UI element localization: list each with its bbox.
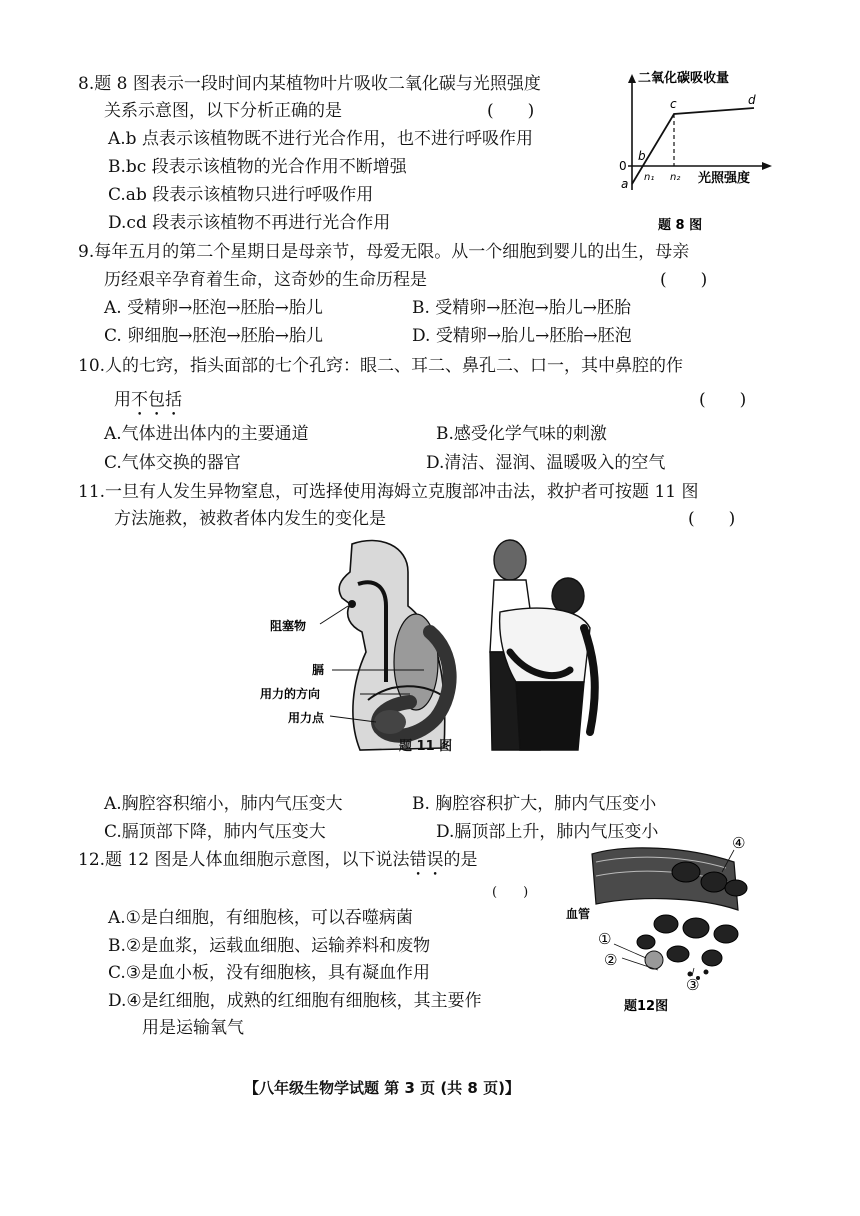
q11-figure-caption: 题 11 图 (399, 739, 453, 754)
q10-stem-emphasis: 不包括 (131, 390, 182, 410)
q12-marker-3: ③ (686, 976, 700, 994)
label-force-point: 用力点 (288, 711, 325, 725)
q11-option-a: A.胸腔容积缩小，肺内气压变大 (104, 794, 343, 814)
q12-option-d: D.④是红细胞，成熟的红细胞有细胞核，其主要作 (108, 991, 482, 1011)
q11-option-d: D.膈顶部上升，肺内气压变小 (436, 822, 659, 842)
label-obstruction: 阻塞物 (270, 619, 307, 633)
q11-option-c: C.膈顶部下降，肺内气压变大 (104, 822, 326, 842)
q8-x-axis-label: 光照强度 (698, 171, 751, 186)
q10-stem-plain: 用 (114, 390, 131, 410)
q10-answer-paren: ( ) (699, 390, 747, 410)
q8-option-a: A.b 点表示该植物既不进行光合作用，也不进行呼吸作用 (108, 129, 533, 149)
q12-marker-2: ② (604, 951, 618, 969)
q10-option-b: B.感受化学气味的刺激 (436, 424, 607, 444)
q12-answer-paren: ( ) (492, 885, 529, 900)
q8-origin-label: 0 (619, 159, 627, 173)
q10-option-d: D.清洁、湿润、温暖吸入的空气 (426, 453, 666, 473)
q8-tick-n2: n₂ (670, 172, 681, 183)
q12-stem-plain: 12.题 12 图是人体血细胞示意图，以下说法 (78, 850, 410, 870)
q12-figure (566, 832, 786, 1012)
q8-figure-caption: 题 8 图 (658, 218, 703, 233)
q8-option-d: D.cd 段表示该植物不再进行光合作用 (108, 213, 391, 233)
obstruction (348, 600, 356, 608)
q9-option-a: A. 受精卵→胚泡→胚胎→胎儿 (104, 298, 323, 318)
q8-point-a: a (621, 177, 629, 191)
q12-stem (78, 848, 477, 880)
q8-y-axis-label: 二氧化碳吸收量 (638, 71, 730, 86)
q11-option-b: B. 胸腔容积扩大，肺内气压变小 (412, 794, 657, 814)
q9-stem-line2: 历经艰辛孕育着生命，这奇妙的生命历程是 (104, 270, 427, 290)
q9-option-c: C. 卵细胞→胚泡→胚胎→胎儿 (104, 326, 323, 346)
q12-marker-1: ① (598, 930, 612, 948)
label-force-direction: 用力的方向 (260, 687, 321, 701)
q12-stem-end: 的是 (443, 850, 478, 870)
q10-option-c: C.气体交换的器官 (104, 453, 241, 473)
q8-point-b: b (638, 149, 646, 163)
q8-answer-paren: ( ) (487, 101, 535, 121)
q8-option-c: C.ab 段表示该植物只进行呼吸作用 (108, 185, 374, 205)
q10-option-a: A.气体进出体内的主要通道 (104, 424, 309, 444)
q11-stem-line1: 11.一旦有人发生异物窒息，可选择使用海姆立克腹部冲击法，救护者可按题 11 图 (78, 482, 699, 502)
q11-answer-paren: ( ) (688, 509, 736, 529)
rescue-illustration (490, 540, 595, 750)
q12-figure-caption: 题12图 (624, 999, 669, 1012)
q12-vessel-label: 血管 (566, 907, 591, 921)
q12-option-c: C.③是血小板，没有细胞核，具有凝血作用 (108, 963, 431, 983)
q8-tick-n1: n₁ (644, 172, 655, 183)
q9-answer-paren: ( ) (660, 270, 708, 290)
q8-stem-line1: 8.题 8 图表示一段时间内某植物叶片吸收二氧化碳与光照强度 (78, 74, 541, 94)
q12-option-b: B.②是血浆，运载血细胞、运输养料和废物 (108, 936, 431, 956)
q8-stem-line2: 关系示意图，以下分析正确的是 (104, 101, 342, 121)
q12-stem-emphasis: 错误 (409, 850, 444, 870)
q10-stem-line1: 10.人的七窍，指头面部的七个孔窍：眼二、耳二、鼻孔二、口一，其中鼻腔的作 (78, 356, 684, 376)
q12-option-a: A.①是白细胞，有细胞核，可以吞噬病菌 (108, 908, 413, 928)
q9-option-b: B. 受精卵→胚泡→胎儿→胚胎 (412, 298, 632, 318)
page-footer: 【八年级生物学试题 第 3 页 (共 8 页)】 (244, 1079, 520, 1097)
q9-option-d: D. 受精卵→胎儿→胚胎→胚泡 (412, 326, 632, 346)
q11-stem-line2: 方法施救，被救者体内发生的变化是 (114, 509, 386, 529)
q8-point-d: d (748, 93, 756, 107)
fist (374, 710, 406, 734)
q9-stem-line1: 9.每年五月的第二个星期日是母亲节，母爱无限。从一个细胞到婴儿的出生，母亲 (78, 242, 690, 262)
q8-option-b: B.bc 段表示该植物的光合作用不断增强 (108, 157, 407, 177)
q12-marker-4: ④ (732, 834, 746, 852)
q8-point-c: c (670, 97, 677, 111)
q12-option-d-cont: 用是运输氧气 (142, 1018, 244, 1038)
label-diaphragm: 膈 (312, 663, 325, 677)
q11-figure (240, 532, 620, 760)
q8-figure (614, 66, 794, 234)
q10-stem-line2 (114, 388, 182, 420)
